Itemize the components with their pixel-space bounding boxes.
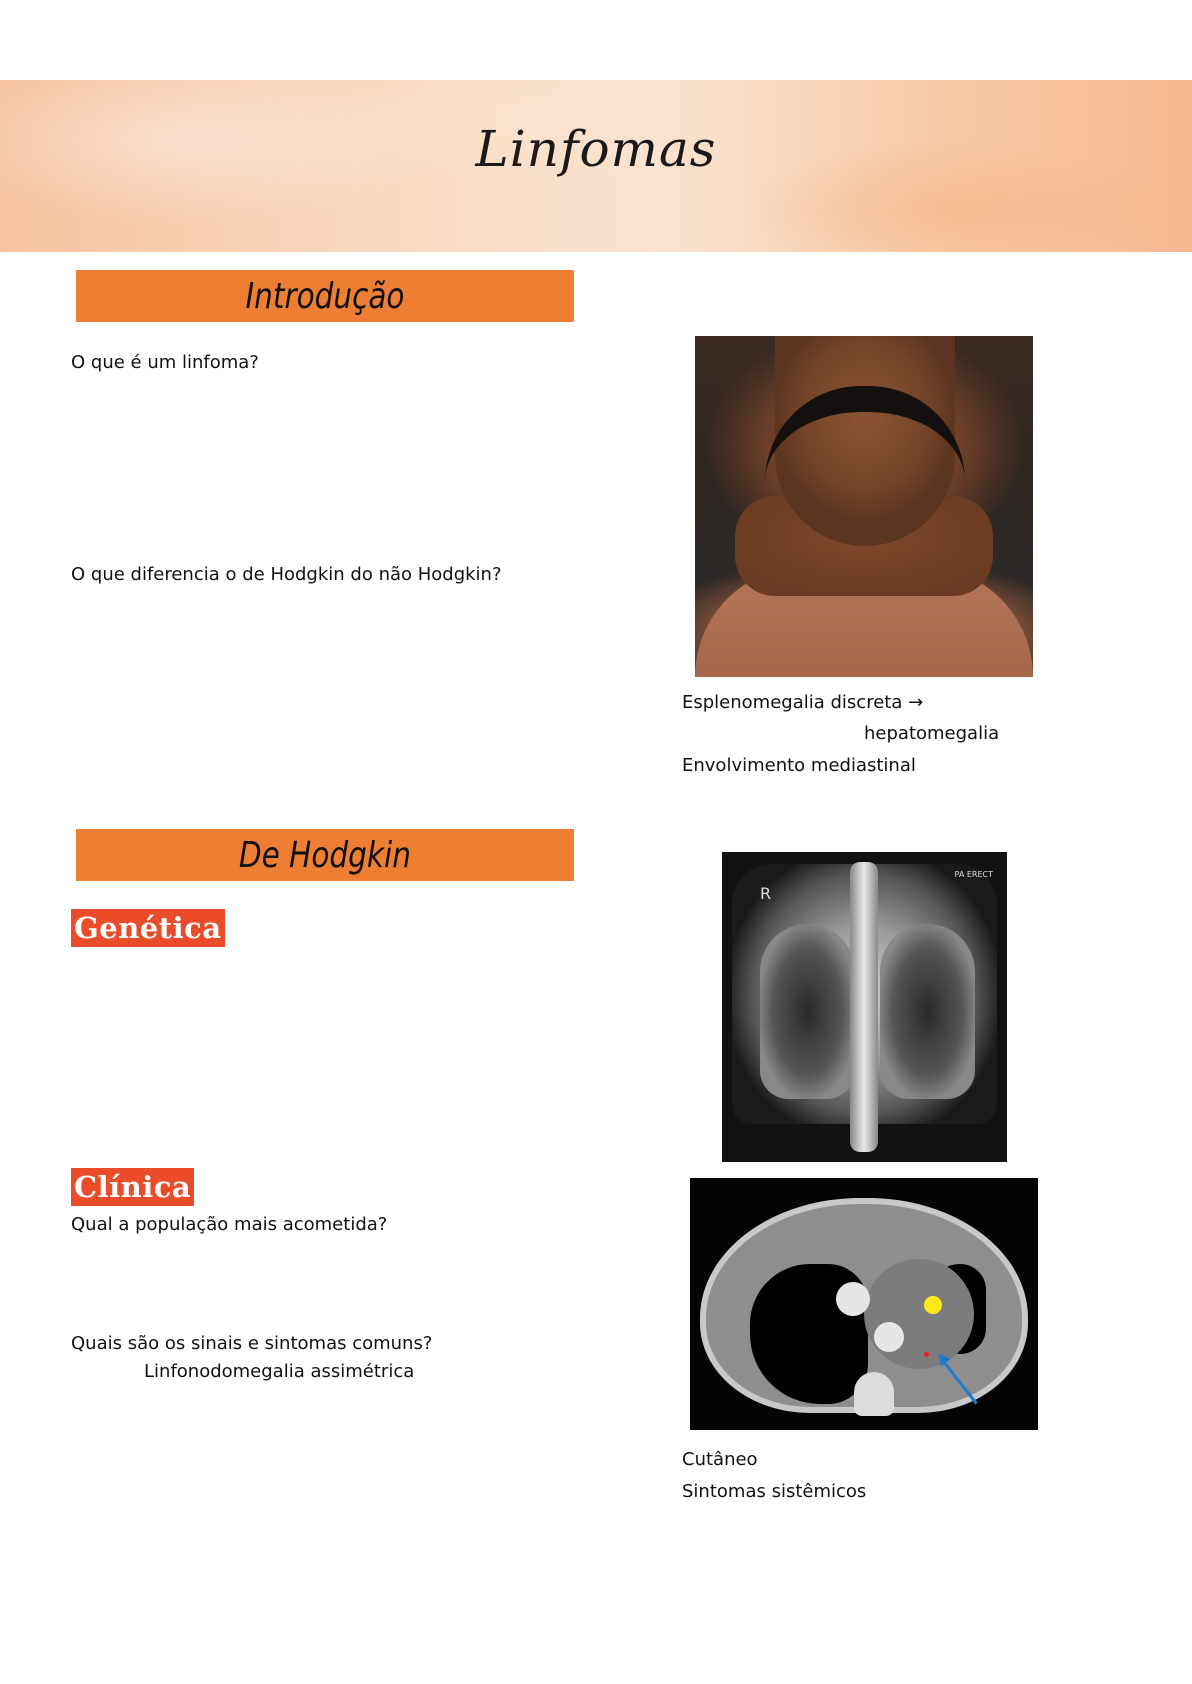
ct-red-marker (924, 1352, 929, 1357)
page-title: Linfomas (475, 120, 717, 178)
answer-asymmetric-lymphadenopathy: Linfonodomegalia assimétrica (144, 1361, 415, 1382)
xray-left-lung (880, 924, 975, 1099)
ct-vessel-2 (874, 1322, 904, 1352)
chest-ct-image (690, 1178, 1038, 1430)
ct-body-outline (700, 1198, 1028, 1413)
question-signs-symptoms: Quais são os sinais e sintomas comuns? (71, 1333, 433, 1354)
note-systemic-symptoms: Sintomas sistêmicos (682, 1481, 867, 1502)
section-header-introducao (76, 270, 574, 322)
ct-spine (854, 1372, 894, 1416)
question-population: Qual a população mais acometida? (71, 1214, 388, 1235)
note-cutaneous: Cutâneo (682, 1449, 758, 1470)
tag-clinica: Clínica (71, 1168, 194, 1206)
xray-view-label: PA ERECT (954, 870, 993, 879)
ct-vessel-1 (836, 1282, 870, 1316)
note-mediastinal: Envolvimento mediastinal (682, 755, 916, 776)
question-what-is-lymphoma: O que é um linfoma? (71, 352, 259, 373)
section-header-de-hodgkin (76, 829, 574, 881)
xray-side-marker: R (760, 884, 772, 903)
cervical-lymphadenopathy-photo (695, 336, 1033, 677)
xray-spine (850, 862, 878, 1152)
section-title-de-hodgkin: De Hodgkin (238, 834, 412, 876)
header-banner (0, 80, 1192, 252)
note-splenomegaly: Esplenomegalia discreta → (682, 692, 924, 713)
ct-yellow-marker (924, 1296, 942, 1314)
note-hepatomegaly: hepatomegalia (864, 723, 1000, 744)
ct-mediastinal-mass (864, 1259, 974, 1369)
question-hodgkin-difference: O que diferencia o de Hodgkin do não Hodgkin? (71, 564, 502, 585)
tag-genetica: Genética (71, 909, 225, 947)
xray-right-lung (760, 924, 855, 1099)
section-title-introducao: Introdução (245, 275, 405, 317)
chest-xray-image (722, 852, 1007, 1162)
